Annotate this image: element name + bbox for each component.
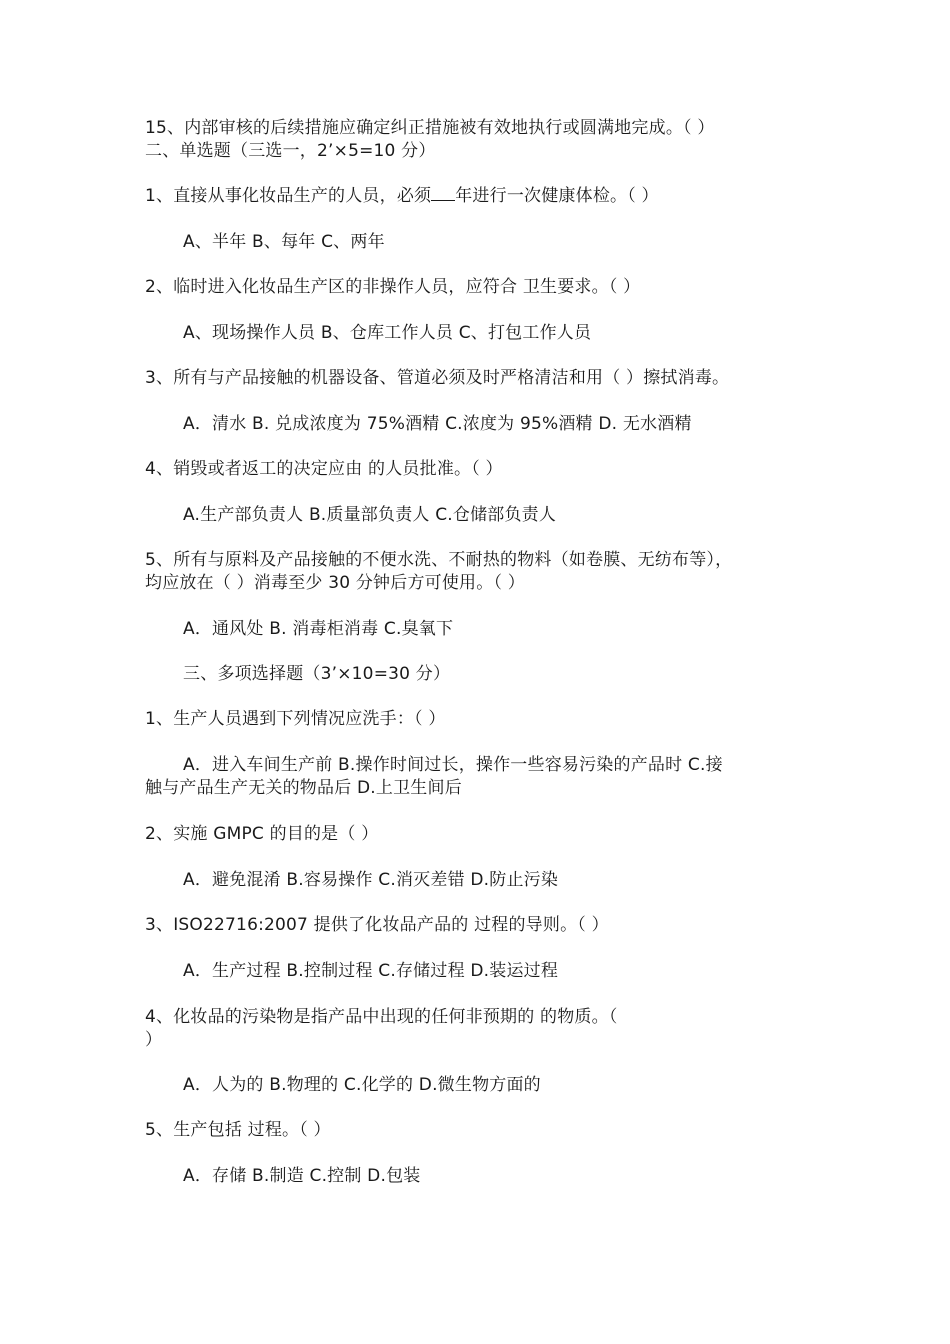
question-text: 年进行一次健康体检。（ ）: [455, 186, 659, 206]
single-choice-options-4: A.生产部负责人 B.质量部负责人 C.仓储部负责人: [183, 505, 557, 525]
question-text: 1、直接从事化妆品生产的人员，必须: [145, 186, 432, 206]
single-choice-options-1: A、半年 B、每年 C、两年: [183, 232, 385, 252]
multi-choice-question-1: 1、生产人员遇到下列情况应洗手：（ ）: [145, 709, 446, 729]
section-3-title: 三、多项选择题（3’×10=30 分）: [183, 664, 451, 684]
fill-blank: [431, 186, 455, 201]
single-choice-question-5-line-2: 均应放在（ ）消毒至少 30 分钟后方可使用。（ ）: [145, 573, 525, 593]
multi-choice-options-2: A．避免混淆 B.容易操作 C.消灭差错 D.防止污染: [183, 870, 559, 890]
multi-choice-question-4-line-1: 4、化妆品的污染物是指产品中出现的任何非预期的 的物质。（: [145, 1007, 618, 1027]
multi-choice-question-4-line-2: ）: [145, 1030, 163, 1050]
single-choice-question-5-line-1: 5、所有与原料及产品接触的不便水洗、不耐热的物料（如卷膜、无纺布等），: [145, 550, 733, 570]
single-choice-question-2: 2、临时进入化妆品生产区的非操作人员，应符合 卫生要求。（ ）: [145, 277, 641, 297]
multi-choice-options-3: A．生产过程 B.控制过程 C.存储过程 D.装运过程: [183, 961, 559, 981]
multi-choice-question-5: 5、生产包括 过程。（ ）: [145, 1120, 331, 1140]
multi-choice-options-4: A．人为的 B.物理的 C.化学的 D.微生物方面的: [183, 1075, 541, 1095]
section-2-title: 二、单选题（三选一，2’×5=10 分）: [145, 141, 436, 161]
single-choice-question-4: 4、销毁或者返工的决定应由 的人员批准。（ ）: [145, 459, 503, 479]
judgement-question-15: 15、内部审核的后续措施应确定纠正措施被有效地执行或圆满地完成。（ ）: [145, 118, 715, 138]
single-choice-options-3: A．清水 B. 兑成浓度为 75%酒精 C.浓度为 95%酒精 D. 无水酒精: [183, 414, 692, 434]
single-choice-question-1: [145, 185, 659, 207]
single-choice-question-3: 3、所有与产品接触的机器设备、管道必须及时严格清洁和用（ ）擦拭消毒。: [145, 368, 730, 388]
single-choice-options-2: A、现场操作人员 B、仓库工作人员 C、打包工作人员: [183, 323, 592, 343]
multi-choice-question-3: 3、ISO22716:2007 提供了化妆品产品的 过程的导则。（ ）: [145, 915, 609, 935]
multi-choice-question-2: 2、实施 GMPC 的目的是（ ）: [145, 824, 379, 844]
multi-choice-options-1-line-1: A．进入车间生产前 B.操作时间过长，操作一些容易污染的产品时 C.接: [183, 755, 723, 775]
single-choice-options-5: A．通风处 B. 消毒柜消毒 C.臭氧下: [183, 619, 454, 639]
multi-choice-options-5: A．存储 B.制造 C.控制 D.包装: [183, 1166, 421, 1186]
multi-choice-options-1-line-2: 触与产品生产无关的物品后 D.上卫生间后: [145, 778, 462, 798]
